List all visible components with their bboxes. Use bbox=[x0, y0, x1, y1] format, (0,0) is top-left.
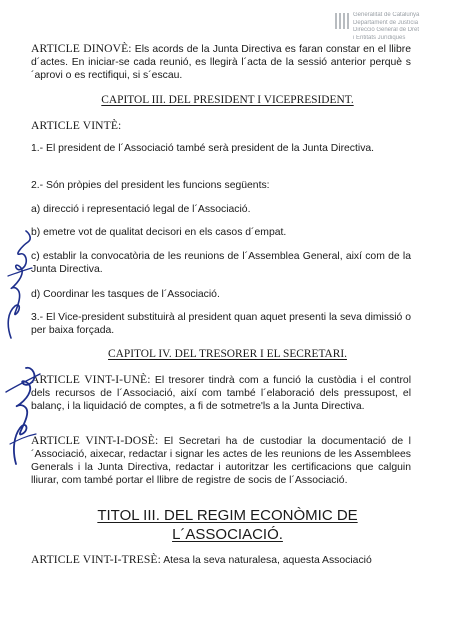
article-20-item-a: a) direcció i representació legal de l´Associació. bbox=[31, 204, 251, 215]
article-23-heading: ARTICLE VINT-I-TRESÈ: bbox=[31, 553, 161, 566]
generalitat-logo-icon bbox=[335, 13, 349, 29]
article-21-text: El tresorer tindrà com a funció la custòdia i el control dels recursos de l´Associació, així com també l´elaboració dels pressupost, el balanç, i la liquidació de comptes, a fi de sotmetre'ls a la Junta Directiva. bbox=[31, 375, 411, 412]
article-20-item-d: d) Coordinar les tasques de l´Associació. bbox=[31, 289, 220, 300]
article-19 bbox=[31, 42, 411, 82]
article-20-point-3: 3.- El Vice-president substituirà al president quan aquet presenti la seva dimissió o per baixa forçada. bbox=[31, 312, 411, 336]
article-21 bbox=[31, 373, 411, 413]
article-21-heading: ARTICLE VINT-I-UNÈ: bbox=[31, 373, 151, 386]
article-22-heading: ARTICLE VINT-I-DOSÈ: bbox=[31, 434, 159, 447]
stamp-line: Generalitat de Catalunya bbox=[353, 12, 420, 18]
article-20-item-c: c) establir la convocatòria de les reunions de l´Assemblea General, així com de la Junta Directiva. bbox=[31, 251, 411, 275]
article-23-text: Atesa la seva naturalesa, aquesta Associació bbox=[160, 555, 372, 566]
article-19-heading: ARTICLE DINOVÈ: bbox=[31, 42, 132, 55]
title-3-line-2: L´ASSOCIACIÓ. bbox=[172, 526, 283, 543]
article-22 bbox=[31, 434, 411, 487]
article-20-point-2: 2.- Són pròpies del president les funcions següents: bbox=[31, 180, 270, 191]
article-19-text: Els acords de la Junta Directiva es faran constar en el llibre d´actes. En iniciar-se cada reunió, es llegirà l´acta de la sessió anterior perquè s´aprovi o es rectifiqui, si s´escau. bbox=[31, 44, 412, 81]
stamp-line: Departament de Justícia bbox=[353, 19, 419, 26]
article-20-item-b: b) emetre vot de qualitat decisori en els casos d´empat. bbox=[31, 227, 287, 238]
signature-mark-upper bbox=[2, 228, 36, 340]
article-20-heading: ARTICLE VINTÈ: bbox=[31, 119, 122, 132]
article-22-text: El Secretari ha de custodiar la documentació de l´Associació, aixecar, redactar i signar les actes de les reunions de les Assemblees Generals i la Junta Directiva, redactar i autoritzar les certificacions que calguin lliurar, com també portar el llibre de registre de socis de l´Associació. bbox=[31, 436, 411, 486]
article-23 bbox=[31, 553, 411, 567]
chapter-4-heading: CAPITOL IV. DEL TRESORER I EL SECRETARI. bbox=[108, 348, 347, 360]
chapter-3-heading: CAPITOL III. DEL PRESIDENT I VICEPRESIDENT. bbox=[101, 94, 354, 106]
stamp-line: i Entitats Jurídiques bbox=[353, 34, 406, 41]
article-20-point-1: 1.- El president de l´Associació també serà president de la Junta Directiva. bbox=[31, 143, 375, 154]
title-3-line-1: TITOL III. DEL REGIM ECONÒMIC DE bbox=[97, 507, 358, 524]
stamp-line: Direcció General de Dret bbox=[353, 27, 420, 33]
signature-mark-lower bbox=[2, 356, 42, 468]
